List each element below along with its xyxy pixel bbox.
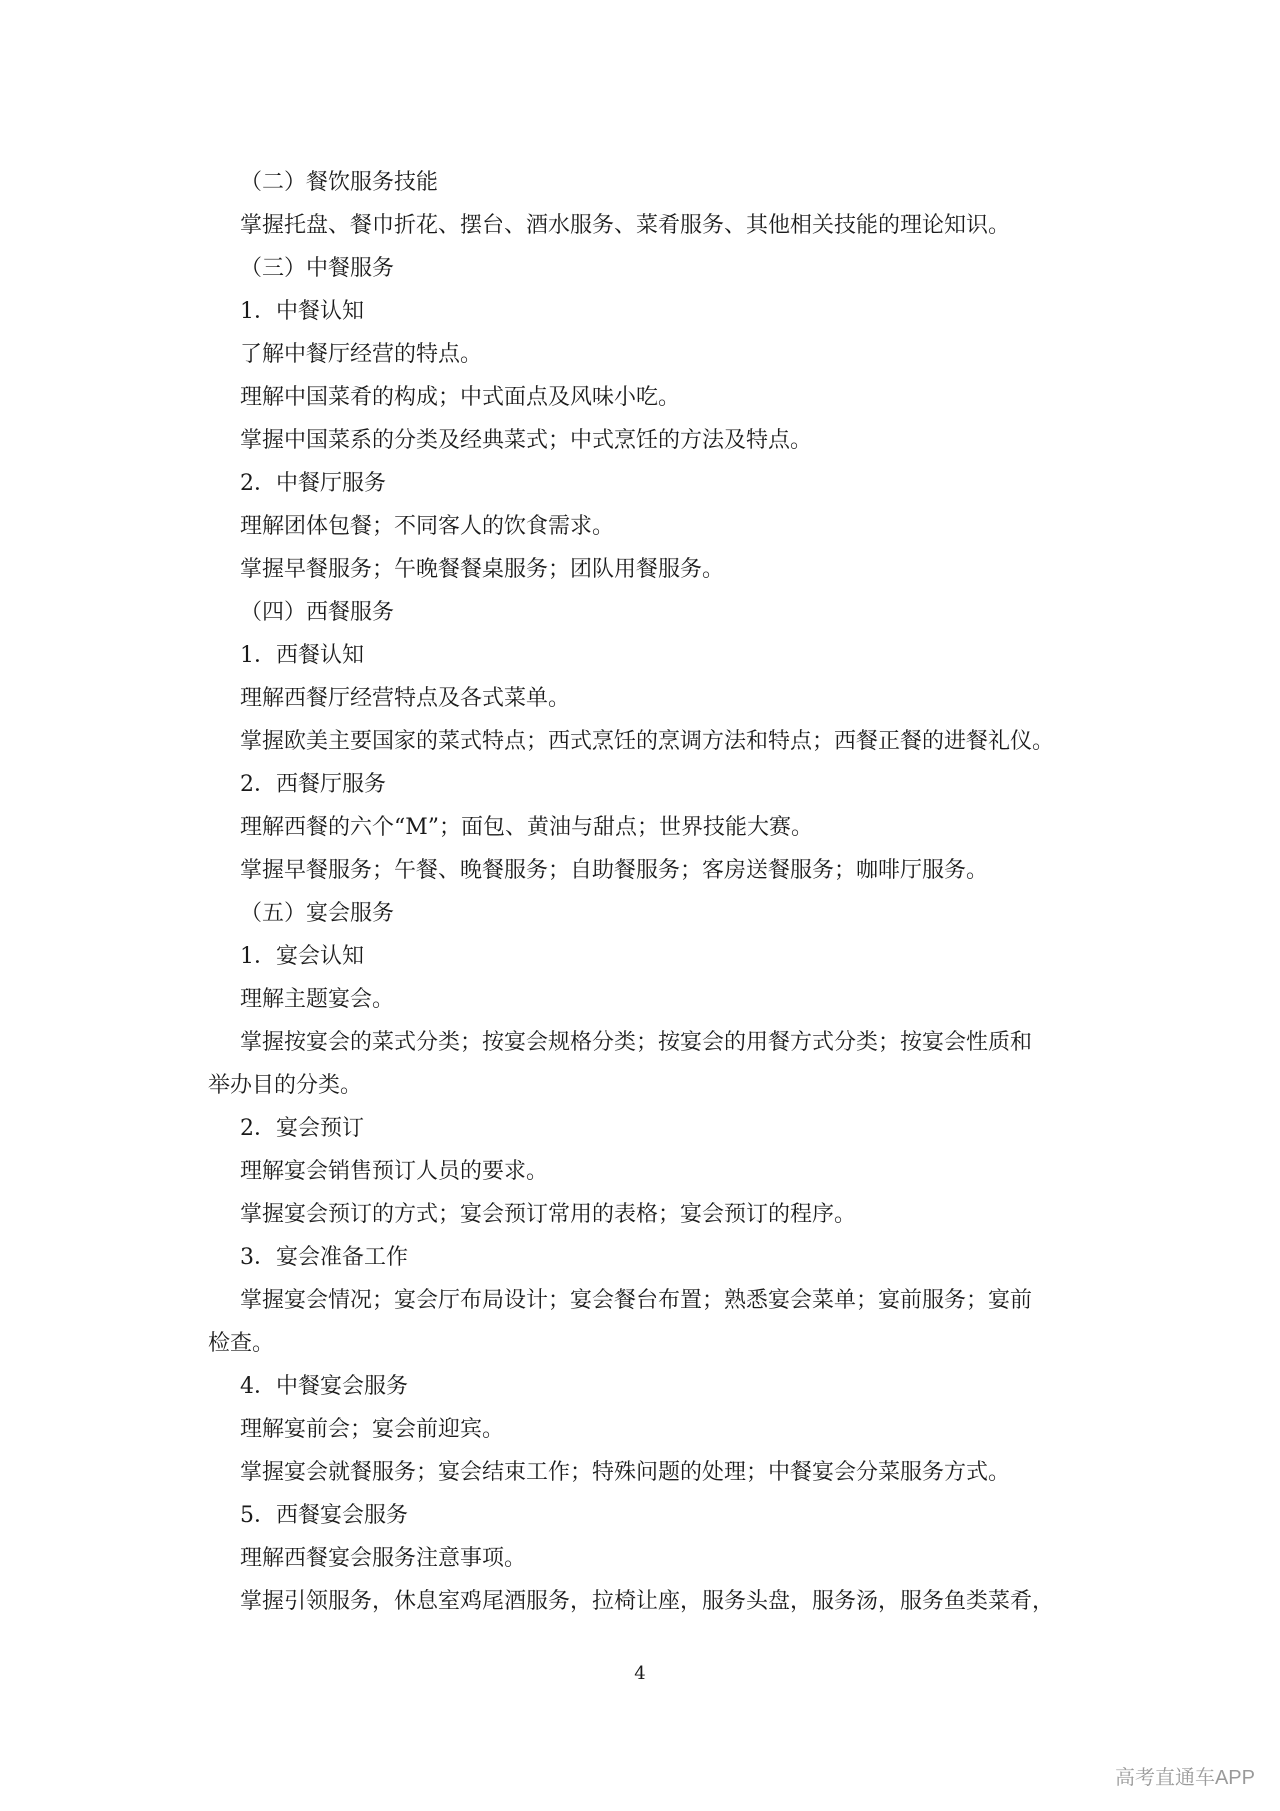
paragraph-line: 了解中餐厅经营的特点。 <box>240 342 483 367</box>
paragraph-line: 掌握按宴会的菜式分类；按宴会规格分类；按宴会的用餐方式分类；按宴会性质和 <box>240 1030 1033 1055</box>
subsection-heading: 1．宴会认知 <box>240 944 364 969</box>
paragraph-line: 理解中国菜肴的构成；中式面点及风味小吃。 <box>240 385 681 410</box>
paragraph-line: 理解团体包餐；不同客人的饮食需求。 <box>240 514 615 539</box>
paragraph-line: 掌握宴会预订的方式；宴会预订常用的表格；宴会预订的程序。 <box>240 1202 857 1227</box>
paragraph-line: 掌握早餐服务；午晚餐餐桌服务；团队用餐服务。 <box>240 557 725 582</box>
paragraph-line: 掌握宴会就餐服务；宴会结束工作；特殊问题的处理；中餐宴会分菜服务方式。 <box>240 1460 1011 1485</box>
paragraph-line: 掌握欧美主要国家的菜式特点；西式烹饪的烹调方法和特点；西餐正餐的进餐礼仪。 <box>240 729 1055 754</box>
subsection-heading: 1．西餐认知 <box>240 643 364 668</box>
section-heading: （二）餐饮服务技能 <box>240 170 439 195</box>
page-number: 4 <box>634 1663 646 1684</box>
section-heading: （五）宴会服务 <box>240 901 395 926</box>
paragraph-line: 理解主题宴会。 <box>240 987 395 1012</box>
paragraph-line: 理解西餐宴会服务注意事项。 <box>240 1546 527 1571</box>
paragraph-line: 理解西餐的六个“M”；面包、黄油与甜点；世界技能大赛。 <box>240 815 814 840</box>
document-body <box>208 161 1100 1623</box>
paragraph-line: 理解宴会销售预订人员的要求。 <box>240 1159 549 1184</box>
subsection-heading: 3．宴会准备工作 <box>240 1245 408 1270</box>
paragraph-line: 掌握中国菜系的分类及经典菜式；中式烹饪的方法及特点。 <box>240 428 813 453</box>
paragraph-continuation: 举办目的分类。 <box>208 1073 363 1098</box>
paragraph-line: 理解宴前会；宴会前迎宾。 <box>240 1417 505 1442</box>
section-heading: （三）中餐服务 <box>240 256 395 281</box>
watermark-text: 高考直通车APP <box>1114 1767 1255 1789</box>
subsection-heading: 4．中餐宴会服务 <box>240 1374 408 1399</box>
paragraph-line: 掌握托盘、餐巾折花、摆台、酒水服务、菜肴服务、其他相关技能的理论知识。 <box>240 213 1011 238</box>
subsection-heading: 2．宴会预订 <box>240 1116 364 1141</box>
subsection-heading: 5．西餐宴会服务 <box>240 1503 408 1528</box>
paragraph-line: 理解西餐厅经营特点及各式菜单。 <box>240 686 571 711</box>
paragraph-continuation: 检查。 <box>208 1331 275 1356</box>
subsection-heading: 2．中餐厅服务 <box>240 471 386 496</box>
paragraph-line: 掌握宴会情况；宴会厅布局设计；宴会餐台布置；熟悉宴会菜单；宴前服务；宴前 <box>240 1288 1033 1313</box>
paragraph-line: 掌握引领服务，休息室鸡尾酒服务，拉椅让座，服务头盘，服务汤，服务鱼类菜肴， <box>240 1589 1055 1614</box>
paragraph-line: 掌握早餐服务；午餐、晚餐服务；自助餐服务；客房送餐服务；咖啡厅服务。 <box>240 858 989 883</box>
section-heading: （四）西餐服务 <box>240 600 395 625</box>
subsection-heading: 1．中餐认知 <box>240 299 364 324</box>
subsection-heading: 2．西餐厅服务 <box>240 772 386 797</box>
